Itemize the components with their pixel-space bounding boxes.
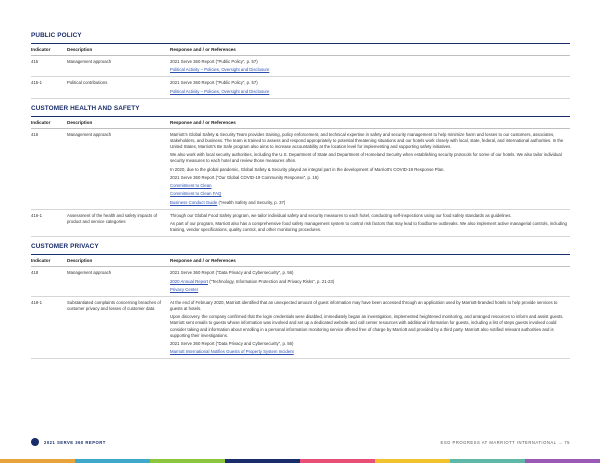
indicator-cell: 415 [31,59,39,64]
response-cell [170,59,570,73]
color-bar-segment [225,459,300,463]
reference-link[interactable]: 2020 Annual Report [170,278,208,284]
reference-line [170,279,570,285]
table-row [31,267,570,297]
table-header [31,44,570,56]
reference-line [170,191,570,197]
response-paragraph [170,152,570,164]
reference-line [170,287,570,293]
response-paragraph [170,132,570,150]
column-header: Response and / or References [170,119,236,125]
response-paragraph [170,300,570,312]
reference-link[interactable]: Business Conduct Guide [170,199,218,205]
reference-link[interactable]: Commitment to Clean FAQ [170,191,222,197]
reference-suffix: (“Health Safety and Security, p. 37) [217,199,286,205]
response-cell [170,300,570,355]
response-text: 2021 Serve 360 Report (“Data Privacy and Cybersecurity”, p. 56) [170,270,294,276]
table-row [31,56,570,77]
description-cell: Management approach [67,270,112,276]
response-paragraph [170,270,570,276]
color-bar-segment [150,459,225,463]
response-cell [170,270,570,293]
response-cell [170,132,570,206]
response-text: As part of our program, Marriott also has a comprehensive food safety management system to control risk factors that may lead to foodborne outbreaks. We also implement active managerial controls, including training, vendor specifications, quality control, and other monitoring procedures. [170,221,567,233]
indicator-cell: 416 [31,131,39,137]
reference-link[interactable]: Political Activity – Policies, Oversight and Disclosure [170,88,270,94]
section-2 [31,243,570,359]
column-header: Indicator [31,119,51,125]
color-bar-segment [375,459,450,463]
response-text: 2021 Serve 360 Report (“Data Privacy and Cybersecurity”, p. 56) [170,340,294,346]
indicator-cell: 418-1 [31,299,42,305]
footer-brand [31,438,106,446]
section-1 [31,105,570,238]
response-paragraph [170,221,570,233]
table-row [31,129,570,210]
column-header: Description [67,47,93,52]
reference-link[interactable]: Marriott International Notifies Guests of Property System Incident [170,349,294,355]
response-paragraph [170,213,570,219]
response-text: 2021 Serve 360 Report (“Our Global COVID-19 Community Response”, p. 16) [170,174,319,180]
reference-link[interactable]: Commitment to Clean [170,183,212,189]
column-header: Indicator [31,258,51,264]
column-header: Description [67,119,93,125]
column-header: Indicator [31,47,51,52]
reference-line [170,67,570,73]
response-text: In 2020, due to the global pandemic, Global Safety & Security played an integral part in the development of Marriott’s COVID-19 Response Plan. [170,166,445,172]
color-bar-segment [75,459,150,463]
response-text: Upon discovery, the company confirmed that the login credentials were disabled, immediately began an investigation, implemented heightened monitoring, and arranged resources to inform and assist guests. Marriott sent emails to guests whose information was involved and set up a dedicated website and call center resources with additional information for guests, including a list of steps guests involved could consider taking and information about enrolling in a personal information monitoring service offered free of charge by Marriott and provided by a third party. Marriott also notified relevant authorities and is supporting their investigations. [170,314,564,338]
response-cell [170,80,570,94]
response-paragraph [170,175,570,181]
reference-line [170,89,570,95]
table-row [31,77,570,98]
column-header: Response and / or References [170,258,236,264]
color-bar-segment [0,459,75,463]
reference-line [170,183,570,189]
section-0 [31,32,570,99]
table-row [31,297,570,359]
response-paragraph [170,341,570,347]
serve360-logo-icon [31,438,39,446]
response-paragraph [170,314,570,338]
table-header [31,117,570,129]
color-bar-segment [450,459,525,463]
response-paragraph [170,167,570,173]
page-footer [31,438,570,446]
response-text: Through our Global Food Safety program, we tailor individual safety and security measures to each hotel, conducting self-inspections using our food safety standards as guidelines. [170,212,512,218]
section-title: CUSTOMER PRIVACY [31,243,99,251]
indicator-cell: 418 [31,270,39,276]
table-header [31,255,570,267]
description-cell: Management approach [67,59,112,64]
table-row [31,210,570,237]
color-bar [0,459,600,463]
indicator-cell: 415-1 [31,80,42,86]
section-title: PUBLIC POLICY [31,32,82,39]
response-text: We also work with local security authorities, including the U.S. Department of State and Department of Homeland Security when establishing security protocols for some of our hotels. We also tailor individual security measures to each hotel and review those measures often. [170,152,562,164]
reference-line [170,200,570,206]
description-cell: Political contributions [67,80,108,86]
response-cell [170,213,570,233]
reference-suffix: (“Technology, Information Protection and Privacy Risks”, p. 21-23) [208,278,335,284]
response-paragraph [170,80,570,86]
response-text: 2021 Serve 360 Report (“Public Policy”, p. 57) [170,59,258,64]
column-header: Response and / or References [170,47,236,52]
reference-link[interactable]: Privacy Center [170,286,199,292]
description-cell: Management approach [67,131,112,137]
response-text: At the end of February 2020, Marriott identified that an unexpected amount of guest information may have been accessed through an application used by Marriott-branded hotels to help provide services to guests at hotels. [170,299,558,312]
section-title: CUSTOMER HEALTH AND SAFETY [31,104,140,112]
description-cell: Substantiated complaints concerning breaches of customer privacy and losses of customer data [67,299,161,312]
color-bar-segment [525,459,600,463]
description-cell: Assessment of the health and safety impacts of product and service categories [67,212,158,224]
reference-line [170,349,570,355]
reference-link[interactable]: Political Activity – Policies, Oversight and Disclosure [170,67,270,73]
color-bar-segment [300,459,375,463]
column-header: Description [67,258,93,264]
footer-report-title: 2021 SERVE 360 REPORT [44,439,106,445]
footer-page-nav[interactable]: ESG PROGRESS AT MARRIOTT INTERNATIONAL → 75 [440,439,570,445]
response-paragraph [170,59,570,65]
response-text: Marriott’s Global Safety & Security Team provides training, policy enforcement, and technical expertise in safety and security management to help minimize harm and losses to our customers, associates, stakeholders, and business. The team is trained to assess and respond appropriately to potential threatening situations and our hotels work closely with local, state, federal, and international authorities. In the United States, Marriott’s Be Safe program also aims to increase accountability at the location level for implementing and supporting safety initiatives. [170,131,564,149]
gri-index-content [31,32,570,365]
indicator-cell: 416-1 [31,212,42,218]
response-text: 2021 Serve 360 Report (“Public Policy”, p. 57) [170,80,258,86]
